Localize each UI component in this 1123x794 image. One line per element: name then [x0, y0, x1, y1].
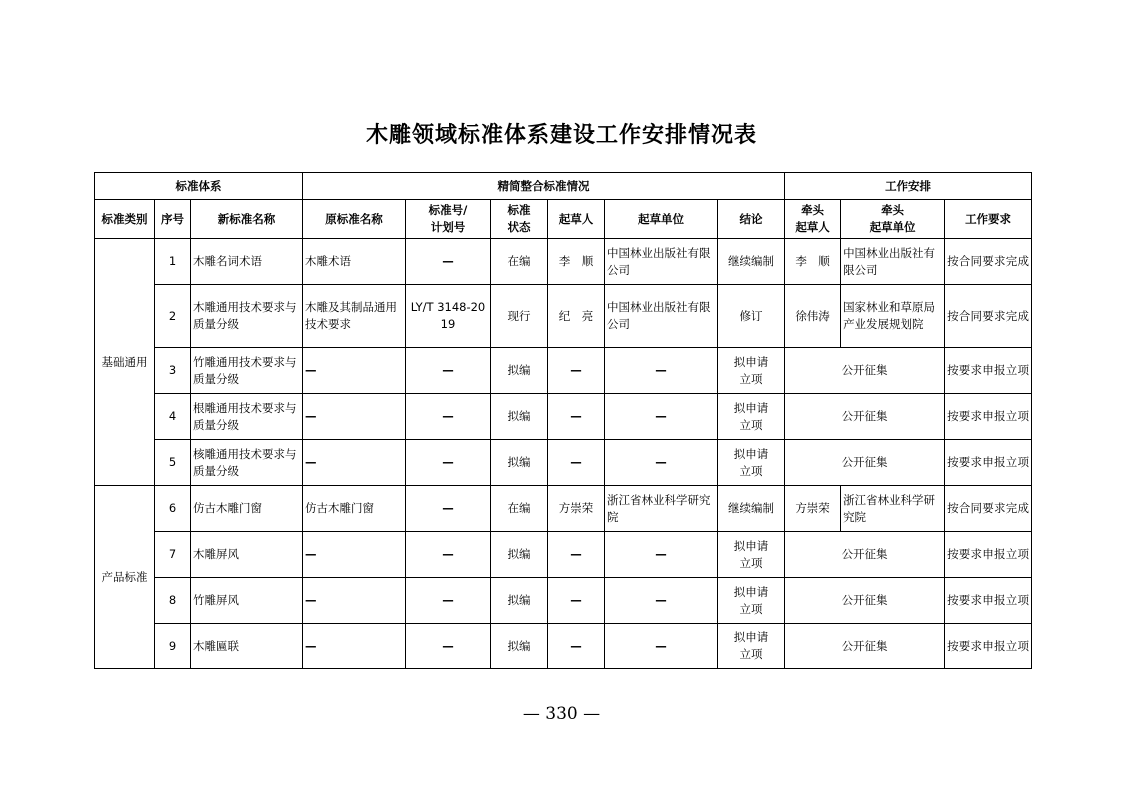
- row-orig-name: —: [303, 440, 406, 486]
- row-std-no: —: [406, 394, 491, 440]
- row-lead: 公开征集: [785, 440, 945, 486]
- table-row: [95, 486, 1032, 532]
- row-seq: 3: [155, 348, 191, 394]
- row-conclusion-line1: 拟申请: [733, 354, 769, 369]
- row-unit: —: [605, 624, 718, 669]
- row-lead: 公开征集: [785, 624, 945, 669]
- header-std-no-line2: 计划号: [430, 220, 466, 234]
- row-seq: 4: [155, 394, 191, 440]
- header-lead-unit-line2: 起草单位: [869, 220, 916, 234]
- row-status: 拟编: [491, 624, 548, 669]
- row-new-name: 木雕屏风: [191, 532, 303, 578]
- row-lead-unit: 国家林业和草原局产业发展规划院: [841, 285, 945, 348]
- row-status: 拟编: [491, 532, 548, 578]
- row-status: 在编: [491, 486, 548, 532]
- header-lead-drafter-line1: 牵头: [801, 203, 825, 217]
- row-conclusion: [718, 394, 785, 440]
- row-new-name: 核雕通用技术要求与质量分级: [191, 440, 303, 486]
- row-conclusion-line2: 立项: [739, 555, 763, 570]
- row-requirement: 按合同要求完成: [945, 285, 1032, 348]
- header-orig-name: 原标准名称: [303, 200, 406, 239]
- row-unit: —: [605, 394, 718, 440]
- row-conclusion-line2: 立项: [739, 647, 763, 661]
- row-drafter: —: [548, 440, 605, 486]
- row-conclusion-line2: 立项: [739, 601, 763, 616]
- header-group-row: [95, 173, 1032, 200]
- row-unit: 中国林业出版社有限公司: [605, 285, 718, 348]
- row-conclusion-line1: 拟申请: [733, 400, 769, 415]
- header-column-row: [95, 200, 1032, 239]
- row-new-name: 竹雕屏风: [191, 578, 303, 624]
- row-conclusion: 继续编制: [718, 486, 785, 532]
- row-std-no: —: [406, 578, 491, 624]
- header-status-line1: 标准: [507, 203, 531, 217]
- row-conclusion: [718, 624, 785, 669]
- row-status: 拟编: [491, 394, 548, 440]
- row-orig-name: 木雕及其制品通用技术要求: [303, 285, 406, 348]
- table-row: [95, 440, 1032, 486]
- header-seq: 序号: [155, 200, 191, 239]
- row-std-no: LY/T 3148-2019: [406, 285, 491, 348]
- row-std-no: —: [406, 239, 491, 285]
- row-unit: —: [605, 440, 718, 486]
- row-conclusion-line1: 拟申请: [733, 584, 769, 599]
- header-group-work: 工作安排: [785, 173, 1032, 200]
- header-unit: 起草单位: [605, 200, 718, 239]
- row-drafter: 李 顺: [548, 239, 605, 285]
- row-drafter: —: [548, 532, 605, 578]
- table-row: [95, 532, 1032, 578]
- row-lead-drafter: 徐伟涛: [785, 285, 841, 348]
- row-seq: 8: [155, 578, 191, 624]
- row-lead-unit: 浙江省林业科学研究院: [841, 486, 945, 532]
- row-drafter: —: [548, 624, 605, 669]
- row-requirement: 按要求申报立项: [945, 440, 1032, 486]
- table-row: [95, 624, 1032, 669]
- row-orig-name: —: [303, 532, 406, 578]
- header-lead-unit-line1: 牵头: [881, 203, 905, 217]
- page-number: — 330 —: [522, 704, 601, 724]
- table-row: [95, 285, 1032, 348]
- header-status: [491, 200, 548, 239]
- table-row: [95, 239, 1032, 285]
- table-row: [95, 348, 1032, 394]
- row-status: 现行: [491, 285, 548, 348]
- row-status: 拟编: [491, 348, 548, 394]
- row-lead-drafter: 方崇荣: [785, 486, 841, 532]
- row-conclusion: 修订: [718, 285, 785, 348]
- row-std-no: —: [406, 486, 491, 532]
- row-seq: 1: [155, 239, 191, 285]
- row-std-no: —: [406, 624, 491, 669]
- row-status: 拟编: [491, 440, 548, 486]
- row-new-name: 仿古木雕门窗: [191, 486, 303, 532]
- row-lead: 公开征集: [785, 532, 945, 578]
- row-orig-name: —: [303, 394, 406, 440]
- row-lead-drafter: 李 顺: [785, 239, 841, 285]
- row-requirement: 按合同要求完成: [945, 239, 1032, 285]
- row-seq: 5: [155, 440, 191, 486]
- row-drafter: 方崇荣: [548, 486, 605, 532]
- header-requirement: 工作要求: [945, 200, 1032, 239]
- row-new-name: 木雕名词术语: [191, 239, 303, 285]
- row-lead-unit: 中国林业出版社有限公司: [841, 239, 945, 285]
- row-orig-name: —: [303, 578, 406, 624]
- row-new-name: 木雕匾联: [191, 624, 303, 669]
- row-drafter: —: [548, 394, 605, 440]
- header-category: 标准类别: [95, 200, 155, 239]
- row-seq: 6: [155, 486, 191, 532]
- row-requirement: 按要求申报立项: [945, 348, 1032, 394]
- header-std-no: [406, 200, 491, 239]
- row-requirement: 按要求申报立项: [945, 624, 1032, 669]
- row-unit: —: [605, 532, 718, 578]
- row-unit: 中国林业出版社有限公司: [605, 239, 718, 285]
- row-conclusion-line2: 立项: [739, 463, 763, 478]
- row-unit: —: [605, 578, 718, 624]
- row-new-name: 竹雕通用技术要求与质量分级: [191, 348, 303, 394]
- row-orig-name: —: [303, 348, 406, 394]
- row-new-name: 木雕通用技术要求与质量分级: [191, 285, 303, 348]
- table-row: [95, 394, 1032, 440]
- header-new-name: 新标准名称: [191, 200, 303, 239]
- row-unit: 浙江省林业科学研究院: [605, 486, 718, 532]
- row-lead: 公开征集: [785, 578, 945, 624]
- row-seq: 7: [155, 532, 191, 578]
- row-status: 在编: [491, 239, 548, 285]
- row-conclusion-line2: 立项: [739, 417, 763, 432]
- header-conclusion: 结论: [718, 200, 785, 239]
- standards-table: [94, 172, 1032, 669]
- row-lead: 公开征集: [785, 394, 945, 440]
- header-group-system: 标准体系: [95, 173, 303, 200]
- header-lead-drafter-line2: 起草人: [795, 220, 830, 234]
- row-conclusion-line1: 拟申请: [733, 630, 769, 644]
- row-conclusion-line1: 拟申请: [733, 538, 769, 553]
- row-drafter: 纪 亮: [548, 285, 605, 348]
- row-conclusion-line1: 拟申请: [733, 446, 769, 461]
- row-conclusion: 继续编制: [718, 239, 785, 285]
- row-conclusion: [718, 532, 785, 578]
- row-drafter: —: [548, 578, 605, 624]
- header-lead-unit: [841, 200, 945, 239]
- row-conclusion: [718, 440, 785, 486]
- header-std-no-line1: 标准号/: [428, 203, 468, 217]
- category-basic: 基础通用: [95, 239, 155, 486]
- header-group-standard: 精简整合标准情况: [303, 173, 785, 200]
- page-title: 木雕领域标准体系建设工作安排情况表: [365, 122, 757, 148]
- header-status-line2: 状态: [507, 220, 531, 234]
- row-conclusion: [718, 578, 785, 624]
- table-row: [95, 578, 1032, 624]
- row-lead: 公开征集: [785, 348, 945, 394]
- row-requirement: 按要求申报立项: [945, 394, 1032, 440]
- row-requirement: 按要求申报立项: [945, 578, 1032, 624]
- header-drafter: 起草人: [548, 200, 605, 239]
- row-seq: 9: [155, 624, 191, 669]
- row-orig-name: —: [303, 624, 406, 669]
- header-lead-drafter: [785, 200, 841, 239]
- row-conclusion-line2: 立项: [739, 371, 763, 386]
- row-conclusion: [718, 348, 785, 394]
- row-std-no: —: [406, 532, 491, 578]
- row-unit: —: [605, 348, 718, 394]
- row-std-no: —: [406, 440, 491, 486]
- row-seq: 2: [155, 285, 191, 348]
- row-orig-name: 木雕术语: [303, 239, 406, 285]
- row-requirement: 按要求申报立项: [945, 532, 1032, 578]
- row-std-no: —: [406, 348, 491, 394]
- row-status: 拟编: [491, 578, 548, 624]
- row-new-name: 根雕通用技术要求与质量分级: [191, 394, 303, 440]
- row-orig-name: 仿古木雕门窗: [303, 486, 406, 532]
- row-drafter: —: [548, 348, 605, 394]
- row-requirement: 按合同要求完成: [945, 486, 1032, 532]
- category-product: 产品标准: [95, 486, 155, 669]
